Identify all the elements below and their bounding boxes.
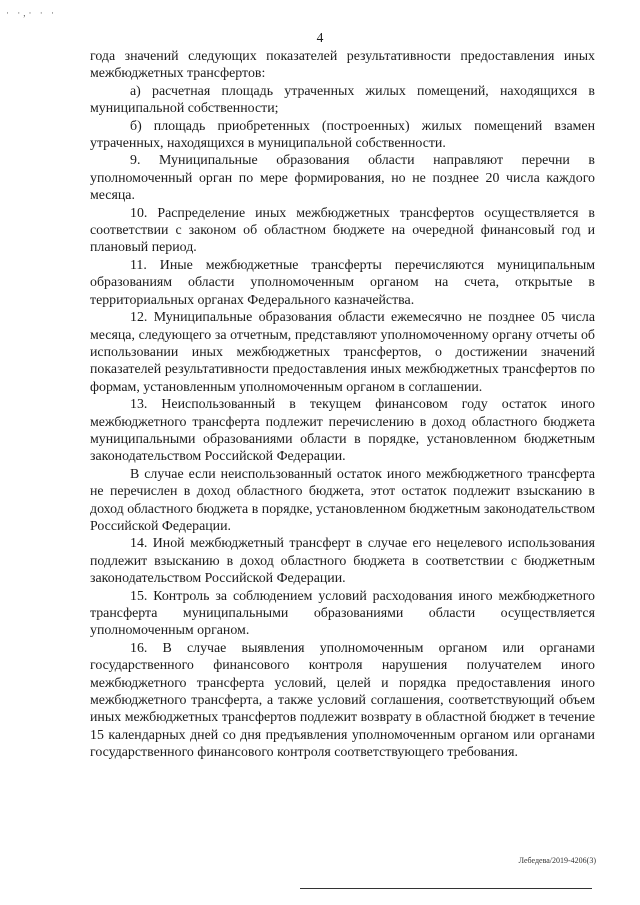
paragraph-13-continuation: В случае если неиспользованный остаток иного межбюджетного трансферта не перечислен в доход областного бюджета, этот остаток подлежит взысканию в доход областного бюджета в порядке, установленном бюджетным законодательством Российской Федерации. [90, 466, 595, 534]
paragraph-9: 9. Муниципальные образования области направляют перечни в уполномоченный орган по мере формирования, но не позднее 20 числа каждого месяца. [90, 153, 595, 204]
paragraph-item-b: б) площадь приобретенных (построенных) жилых помещений взамен утраченных, находящихся в муниципальной собственности. [90, 118, 595, 152]
paragraph-12: 12. Муниципальные образования области ежемесячно не позднее 05 числа месяца, следующего за отчетным, представляют уполномоченному органу отчеты об использовании иных межбюджетных трансфертов, о достижении значений показателей результативности предоставления иных межбюджетных трансфертов по формам, установленным уполномоченным органом в соглашении. [90, 310, 595, 395]
scan-artifact-marks: · ·,· · · [6, 8, 57, 18]
paragraph-15: 15. Контроль за соблюдением условий расходования иного межбюджетного трансферта муниципальными образованиями области осуществляется уполномоченным органом. [90, 588, 595, 639]
paragraph-11: 11. Иные межбюджетные трансферты перечисляются муниципальным образованиям области уполномоченным органом на счета, открытые в территориальных органах Федерального казначейства. [90, 257, 595, 308]
document-registration-code: Лебедева/2019-4206(3) [518, 856, 596, 865]
document-body [90, 48, 595, 762]
paragraph-item-a: а) расчетная площадь утраченных жилых помещений, находящихся в муниципальной собственности; [90, 83, 595, 117]
page-number: 4 [316, 30, 324, 45]
paragraph-14: 14. Иной межбюджетный трансферт в случае его нецелевого использования подлежит взысканию в доход областного бюджета в соответствии с бюджетным законодательством Российской Федерации. [90, 536, 595, 587]
paragraph-13: 13. Неиспользованный в текущем финансовом году остаток иного межбюджетного трансферта подлежит перечислению в доход областного бюджета муниципальными образованиями области в порядке, установленном бюджетным законодательством Российской Федерации. [90, 397, 595, 465]
paragraph-intro-continuation: года значений следующих показателей результативности предоставления иных межбюджетных трансфертов: [90, 49, 595, 82]
paragraph-16: 16. В случае выявления уполномоченным органом или органами государственного финансового контроля нарушения получателем иного межбюджетного трансферта условий, целей и порядка предоставления иного межбюджетного трансферта, а также условий соглашения, соответствующий объем иных межбюджетных трансфертов подлежит возврату в областной бюджет в течение 15 календарных дней со дня предъявления уполномоченным органом или органами государственного финансового контроля соответствующего требования. [90, 640, 595, 761]
paragraph-10: 10. Распределение иных межбюджетных трансфертов осуществляется в соответствии с законом об областном бюджете на очередной финансовый год и плановый период. [90, 205, 595, 256]
footer-divider-line [300, 888, 592, 889]
